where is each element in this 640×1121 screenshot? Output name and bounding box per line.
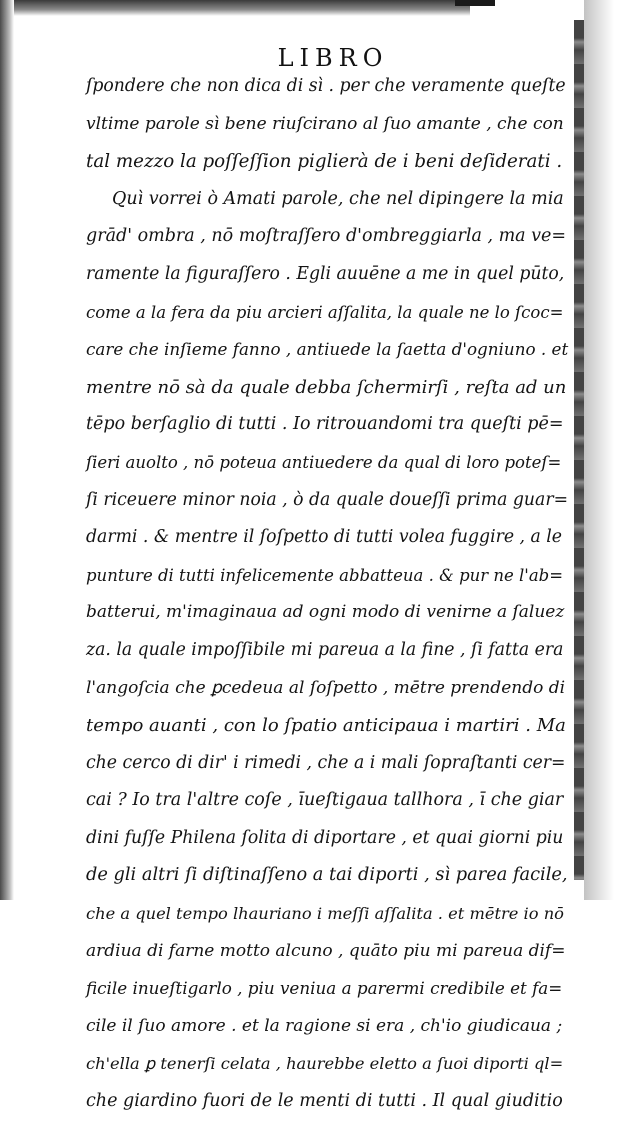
page-edge-right [574, 20, 584, 880]
running-head: LIBRO [277, 44, 389, 72]
text-line: cai ? Io tra l'altre coſe , īueſtigaua tallhora , ī che giar [86, 790, 564, 811]
text-line: care che inſieme fanno , antiuede la ſaetta d'ogniuno . et [86, 339, 569, 360]
text-line: Quì vorrei ò Amati parole, che nel dipingere la mia [112, 188, 564, 209]
text-line: batterui, m'imaginaua ad ogni modo di venirne a ſaluez [86, 602, 565, 623]
body-text [86, 68, 568, 1121]
text-line: tēpo berſaglio di tutti . Io ritrouandomi tra queſti pē= [86, 414, 564, 435]
scan-shadow-top [0, 0, 470, 16]
text-line: cile il ſuo amore . et la ragione si era , ch'io giudicaua ; [86, 1015, 563, 1036]
text-line: che giardino fuori de le menti di tutti . Il qual giuditio [86, 1091, 563, 1112]
text-line: dini fuſſe Philena ſolita di diportare , et quai giorni piu [86, 827, 564, 848]
text-line: ſi riceuere minor noia , ò da quale doueſſi prima guar= [86, 489, 569, 510]
text-line: tal mezzo la poſſeſſion piglierà de i beni deſiderati . [86, 151, 563, 173]
text-line: che cerco di dir' i rimedi , che a i mali ſopraſtanti cer= [86, 752, 566, 773]
text-line: come a la fera da piu arcieri aſſalita, la quale ne lo ſcoc= [86, 302, 564, 322]
text-line: ſieri auolto , nō poteua antiuedere da qual di loro poteſ= [86, 452, 562, 472]
text-line: ficile inueſtigarlo , piu veniua a parermi credibile et fa= [86, 978, 563, 999]
text-line: punture di tutti infelicemente abbatteua . & pur ne l'ab= [86, 565, 564, 585]
text-line: darmi . & mentre il ſoſpetto di tutti volea fuggire , a le [86, 527, 563, 548]
text-line: tempo auanti , con lo ſpatio anticipaua i martiri . Ma [86, 715, 566, 737]
text-line: grād' ombra , nō moſtraſſero d'ombreggiarla , ma ve= [86, 226, 567, 247]
scan-shadow-top-dark [455, 0, 495, 6]
text-line: ramente la figuraſſero . Egli auuēne a me in quel pūto, [86, 263, 565, 284]
scan-shadow-left [0, 0, 14, 900]
text-line: che a quel tempo lhauriano i meſſi aſſalita . et mētre io nō [86, 904, 564, 924]
text-line: vltime parole sì bene riuſcirano al ſuo amante , che con [86, 113, 564, 134]
text-line: ſpondere che non dica di sì . per che veramente queſte [86, 76, 566, 96]
text-line: ardiua di farne motto alcuno , quāto piu mi pareua dif= [86, 940, 566, 961]
text-line: de gli altri ſi diſtinaſſeno a tai diporti , sì parea facile, [86, 865, 568, 886]
scan-shadow-right [584, 0, 614, 900]
text-line: l'angoſcia che ꝑcedeua al ſoſpetto , mētre prendendo di [86, 677, 566, 698]
text-line: ch'ella ꝑ tenerſi celata , haurebbe eletto a ſuoi diporti ql= [86, 1054, 564, 1074]
text-line: mentre nō sà da quale debba ſchermirſi , reſta ad un [86, 376, 567, 398]
text-line: za. la quale impoſſibile mi pareua a la fine , ſi fatta era [86, 639, 564, 660]
